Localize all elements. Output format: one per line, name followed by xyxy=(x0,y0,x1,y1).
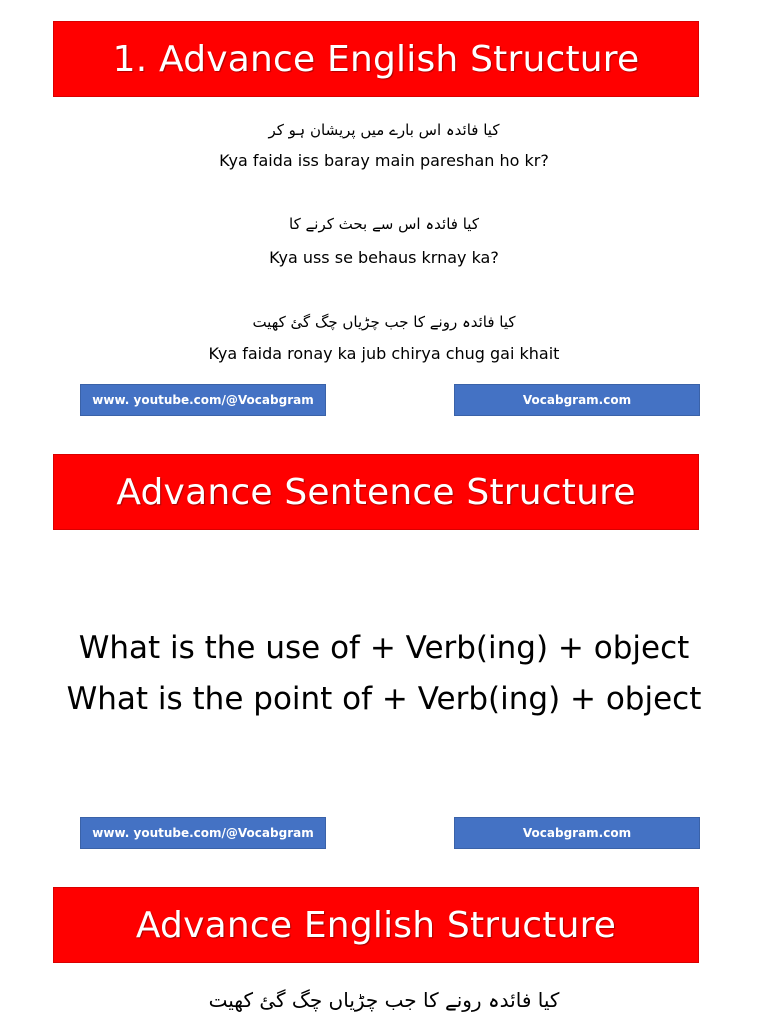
example-1-roman: Kya faida iss baray main pareshan ho kr? xyxy=(219,151,549,170)
slide-1-title: 1. Advance English Structure xyxy=(112,38,640,80)
youtube-link-button-2[interactable]: www. youtube.com/@Vocabgram xyxy=(80,817,326,849)
structure-line-1: What is the use of + Verb(ing) + object xyxy=(78,630,690,666)
slide-3-title-banner xyxy=(53,887,699,963)
slide-3-urdu: کیا فائدہ رونے کا جب چڑیاں چگ گئ کھیت xyxy=(208,988,560,1012)
youtube-link-button[interactable]: www. youtube.com/@Vocabgram xyxy=(80,384,326,416)
example-3-urdu: کیا فائدہ رونے کا جب چڑیاں چگ گئ کھیت xyxy=(252,313,516,331)
website-link-button-2[interactable]: Vocabgram.com xyxy=(454,817,700,849)
slide-3-title: Advance English Structure xyxy=(135,904,617,946)
structure-line-2: What is the point of + Verb(ing) + object xyxy=(66,681,702,717)
example-2-urdu: کیا فائدہ اس سے بحث کرنے کا xyxy=(289,215,479,233)
example-2-roman: Kya uss se behaus krnay ka? xyxy=(269,248,499,267)
website-link-button[interactable]: Vocabgram.com xyxy=(454,384,700,416)
slide-2-title: Advance Sentence Structure xyxy=(116,471,636,513)
example-1-urdu: کیا فائدہ اس بارے میں پریشان ہو کر xyxy=(268,121,500,139)
example-3-roman: Kya faida ronay ka jub chirya chug gai khait xyxy=(208,344,560,363)
